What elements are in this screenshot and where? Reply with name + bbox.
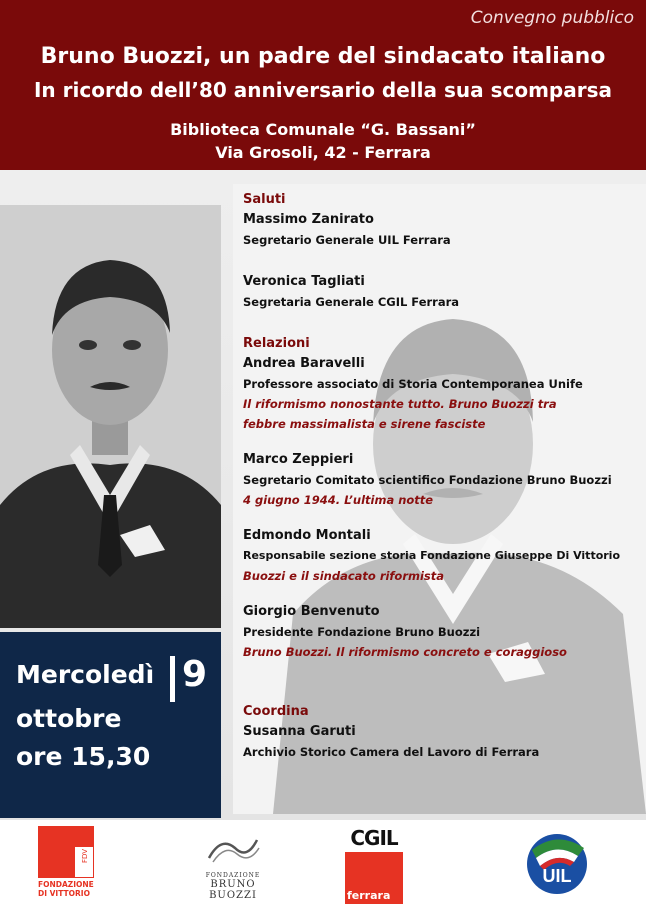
- speaker-role: Segretario Comitato scientifico Fondazione Bruno Buozzi: [243, 473, 612, 487]
- wave-icon: [203, 830, 263, 866]
- speaker-name: Veronica Tagliati: [243, 274, 365, 289]
- talk-title: 4 giugno 1944. L’ultima notte: [243, 493, 434, 507]
- event-day: 9: [182, 654, 208, 695]
- fbb-line2: BRUNO BUOZZI: [209, 879, 257, 901]
- event-subtitle: In ricordo dell’80 anniversario della sua scomparsa: [33, 78, 612, 102]
- section-saluti: Saluti: [243, 192, 286, 207]
- section-relazioni: Relazioni: [243, 336, 310, 351]
- cgil-city: ferrara: [347, 889, 391, 902]
- speaker-role: Responsabile sezione storia Fondazione Giuseppe Di Vittorio: [243, 549, 621, 562]
- speaker-name: Marco Zeppieri: [243, 452, 354, 467]
- event-time: ore 15,30: [16, 742, 151, 771]
- event-title: Bruno Buozzi, un padre del sindacato italiano: [40, 44, 606, 69]
- fondazione-di-vittorio-logo: [38, 826, 94, 898]
- sponsor-footer: [0, 820, 646, 913]
- speaker-name: Andrea Baravelli: [243, 356, 365, 371]
- cgil-ferrara-logo: [345, 826, 403, 904]
- talk-title: Il riformismo nonostante tutto. Bruno Buozzi tra febbre massimalista e sirene fasciste: [243, 397, 557, 431]
- speaker-role: Segretaria Generale CGIL Ferrara: [243, 295, 460, 309]
- event-venue: Biblioteca Comunale “G. Bassani”: [170, 120, 476, 139]
- speaker-name: Susanna Garuti: [243, 724, 356, 739]
- fdv-line2: DI VITTORIO: [38, 889, 90, 898]
- speaker-role: Professore associato di Storia Contemporanea Unife: [243, 377, 583, 391]
- date-panel: [0, 632, 221, 818]
- speaker-name: Edmondo Montali: [243, 528, 371, 543]
- fondazione-bruno-buozzi-logo: [188, 826, 278, 901]
- fdv-line1: FONDAZIONE: [38, 880, 94, 889]
- speaker-role: Segretario Generale UIL Ferrara: [243, 233, 451, 247]
- speaker-role: Presidente Fondazione Bruno Buozzi: [243, 625, 481, 639]
- event-address: Via Grosoli, 42 - Ferrara: [215, 143, 431, 162]
- talk-title: Buozzi e il sindacato riformista: [243, 569, 445, 583]
- event-month: ottobre: [16, 704, 122, 733]
- cgil-wordmark: CGIL: [350, 826, 398, 850]
- speaker-name: Giorgio Benvenuto: [243, 604, 380, 619]
- program-panel: [233, 184, 646, 814]
- section-coordina: Coordina: [243, 704, 309, 719]
- date-divider: [170, 656, 175, 702]
- speaker-name: Massimo Zanirato: [243, 212, 374, 227]
- event-kicker: Convegno pubblico: [470, 8, 634, 28]
- portrait-photo: [0, 205, 221, 628]
- uil-logo: [518, 826, 596, 898]
- talk-title: Bruno Buozzi. Il riformismo concreto e coraggioso: [243, 645, 567, 659]
- uil-wordmark: UIL: [542, 866, 572, 886]
- event-header: [0, 0, 646, 170]
- speaker-role: Archivio Storico Camera del Lavoro di Ferrara: [243, 745, 540, 759]
- fdv-tag: FDV: [80, 848, 89, 864]
- fbb-line1: FONDAZIONE: [205, 872, 261, 879]
- event-weekday: Mercoledì: [16, 660, 155, 689]
